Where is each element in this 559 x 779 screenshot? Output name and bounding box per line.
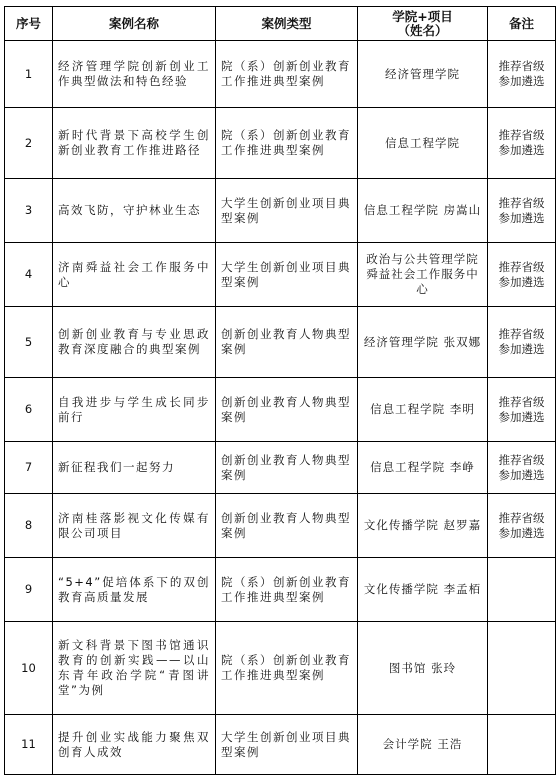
case-name: 创新创业教育与专业思政教育深度融合的典型案例 — [53, 307, 216, 378]
college-person: 文化传播学院 赵罗嘉 — [358, 494, 488, 558]
header-type: 案例类型 — [216, 7, 358, 41]
table-row — [5, 243, 556, 307]
case-name: 新征程我们一起努力 — [53, 442, 216, 494]
row-num: 7 — [5, 442, 53, 494]
case-name: 新时代背景下高校学生创新创业教育工作推进路径 — [53, 108, 216, 179]
college-person: 会计学院 王浩 — [358, 715, 488, 775]
header-college-line1: 学院+项目 — [392, 8, 453, 24]
header-college — [358, 7, 488, 41]
case-type: 院（系）创新创业教育工作推进典型案例 — [216, 558, 358, 622]
college-person: 信息工程学院 李明 — [358, 378, 488, 442]
case-name: 新文科背景下图书馆通识教育的创新实践——以山东青年政治学院“青图讲堂”为例 — [53, 622, 216, 715]
table-row — [5, 41, 556, 108]
case-table — [4, 6, 556, 775]
college-person: 文化传播学院 李孟栢 — [358, 558, 488, 622]
row-num: 6 — [5, 378, 53, 442]
case-type: 创新创业教育人物典型案例 — [216, 307, 358, 378]
header-remark: 备注 — [488, 7, 556, 41]
table-row — [5, 179, 556, 243]
remark: 推荐省级参加遴选 — [488, 378, 556, 442]
row-num: 4 — [5, 243, 53, 307]
row-num: 10 — [5, 622, 53, 715]
remark: 推荐省级参加遴选 — [488, 494, 556, 558]
case-name: 经济管理学院创新创业工作典型做法和特色经验 — [53, 41, 216, 108]
case-type: 院（系）创新创业教育工作推进典型案例 — [216, 41, 358, 108]
row-num: 3 — [5, 179, 53, 243]
case-type: 大学生创新创业项目典型案例 — [216, 715, 358, 775]
case-name: 济南桂落影视文化传媒有限公司项目 — [53, 494, 216, 558]
row-num: 5 — [5, 307, 53, 378]
case-name: 自我进步与学生成长同步前行 — [53, 378, 216, 442]
college-person: 信息工程学院 李峥 — [358, 442, 488, 494]
case-name: “5+4”促培体系下的双创教育高质量发展 — [53, 558, 216, 622]
case-type: 大学生创新创业项目典型案例 — [216, 179, 358, 243]
college-person: 经济管理学院 张双娜 — [358, 307, 488, 378]
remark — [488, 715, 556, 775]
remark: 推荐省级参加遴选 — [488, 442, 556, 494]
case-type: 院（系）创新创业教育工作推进典型案例 — [216, 622, 358, 715]
case-type: 大学生创新创业项目典型案例 — [216, 243, 358, 307]
table-row — [5, 494, 556, 558]
remark: 推荐省级参加遴选 — [488, 108, 556, 179]
case-name: 高效飞防，守护林业生态 — [53, 179, 216, 243]
remark: 推荐省级参加遴选 — [488, 243, 556, 307]
table-row — [5, 442, 556, 494]
table-row — [5, 307, 556, 378]
remark: 推荐省级参加遴选 — [488, 41, 556, 108]
remark — [488, 558, 556, 622]
case-name: 提升创业实战能力聚焦双创育人成效 — [53, 715, 216, 775]
case-name: 济南舜益社会工作服务中心 — [53, 243, 216, 307]
table-row — [5, 715, 556, 775]
college-person: 信息工程学院 房嵩山 — [358, 179, 488, 243]
remark: 推荐省级参加遴选 — [488, 179, 556, 243]
college-person: 图书馆 张玲 — [358, 622, 488, 715]
table-row — [5, 558, 556, 622]
header-row — [5, 7, 556, 41]
case-type: 创新创业教育人物典型案例 — [216, 442, 358, 494]
table-row — [5, 108, 556, 179]
college-person: 政治与公共管理学院舜益社会工作服务中心 — [358, 243, 488, 307]
table-row — [5, 622, 556, 715]
row-num: 11 — [5, 715, 53, 775]
row-num: 9 — [5, 558, 53, 622]
header-name: 案例名称 — [53, 7, 216, 41]
case-type: 创新创业教育人物典型案例 — [216, 378, 358, 442]
case-type: 院（系）创新创业教育工作推进典型案例 — [216, 108, 358, 179]
table-row — [5, 378, 556, 442]
college-person: 经济管理学院 — [358, 41, 488, 108]
remark: 推荐省级参加遴选 — [488, 307, 556, 378]
header-num: 序号 — [5, 7, 53, 41]
case-type: 创新创业教育人物典型案例 — [216, 494, 358, 558]
row-num: 2 — [5, 108, 53, 179]
row-num: 1 — [5, 41, 53, 108]
college-person: 信息工程学院 — [358, 108, 488, 179]
header-college-line2: （姓名） — [397, 22, 448, 38]
remark — [488, 622, 556, 715]
row-num: 8 — [5, 494, 53, 558]
